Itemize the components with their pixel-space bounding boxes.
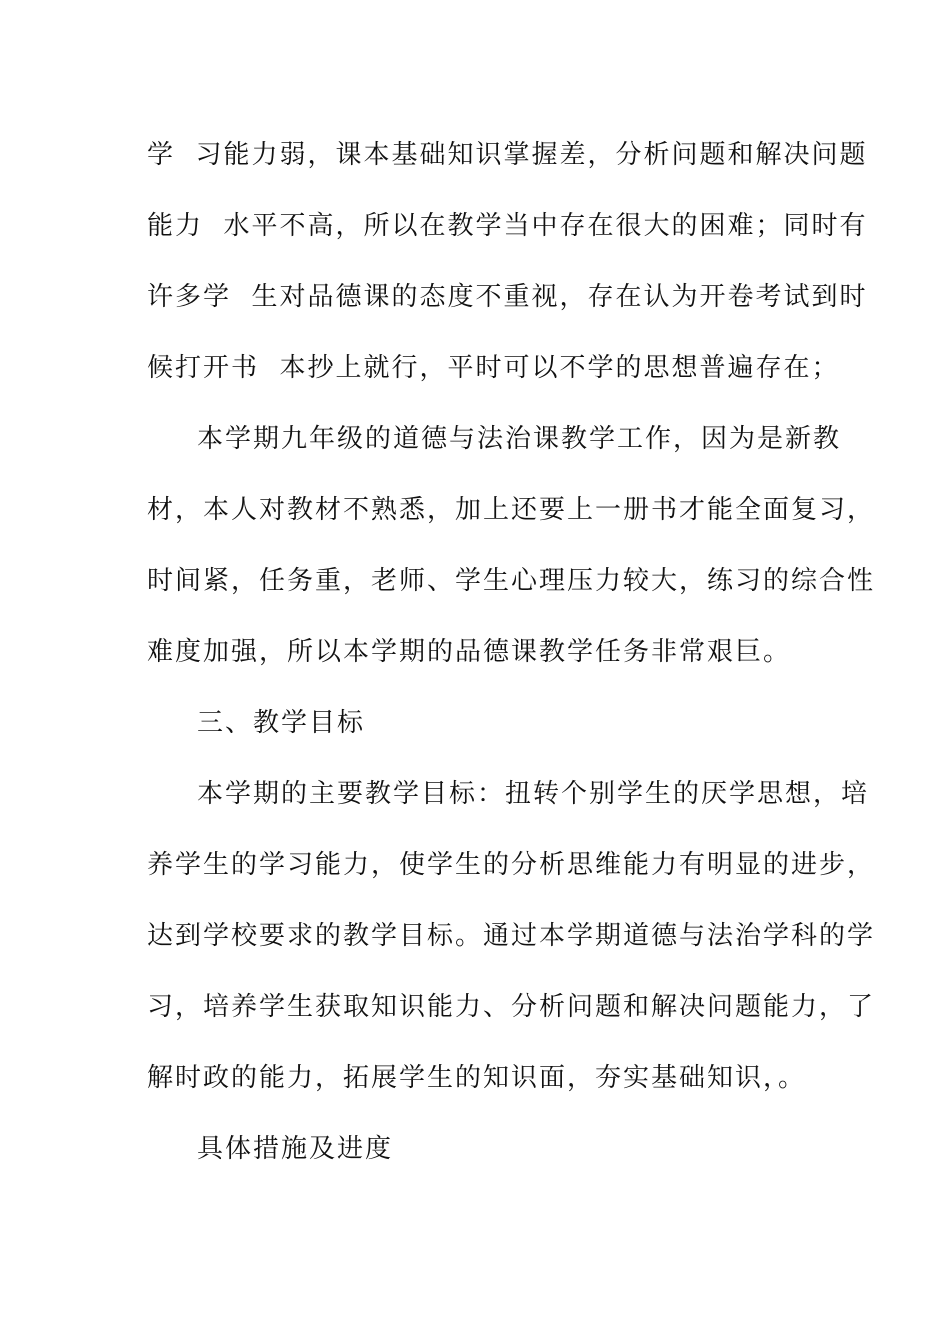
paragraph-line: 养学生的学习能力，使学生的分析思维能力有明显的进步， bbox=[147, 850, 876, 880]
paragraph-line: 解时政的能力，拓展学生的知识面，夯实基础知识，。 bbox=[147, 1063, 807, 1093]
paragraph-line: 本学期九年级的道德与法治课教学工作，因为是新教 bbox=[197, 424, 842, 454]
paragraph-line: 能力 水平不高，所以在教学当中存在很大的困难；同时有 bbox=[147, 211, 868, 241]
paragraph-line: 材，本人对教材不熟悉，加上还要上一册书才能全面复习， bbox=[147, 495, 876, 525]
paragraph-line: 许多学 生对品德课的态度不重视，存在认为开卷考试到时 bbox=[147, 282, 868, 312]
section-heading: 三、教学目标 bbox=[197, 708, 366, 738]
paragraph-line: 本学期的主要教学目标：扭转个别学生的厌学思想，培 bbox=[197, 779, 870, 809]
paragraph-line: 达到学校要求的教学目标。通过本学期道德与法治学科的学 bbox=[147, 921, 876, 951]
paragraph-line: 习，培养学生获取知识能力、分析问题和解决问题能力，了 bbox=[147, 992, 876, 1022]
paragraph-line: 时间紧，任务重，老师、学生心理压力较大，练习的综合性 bbox=[147, 566, 876, 596]
section-heading: 具体措施及进度 bbox=[197, 1134, 394, 1164]
paragraph-line: 难度加强，所以本学期的品德课教学任务非常艰巨。 bbox=[147, 637, 792, 667]
paragraph-line: 候打开书 本抄上就行，平时可以不学的思想普遍存在； bbox=[147, 353, 840, 383]
paragraph-line: 学 习能力弱，课本基础知识掌握差，分析问题和解决问题 bbox=[147, 140, 868, 170]
